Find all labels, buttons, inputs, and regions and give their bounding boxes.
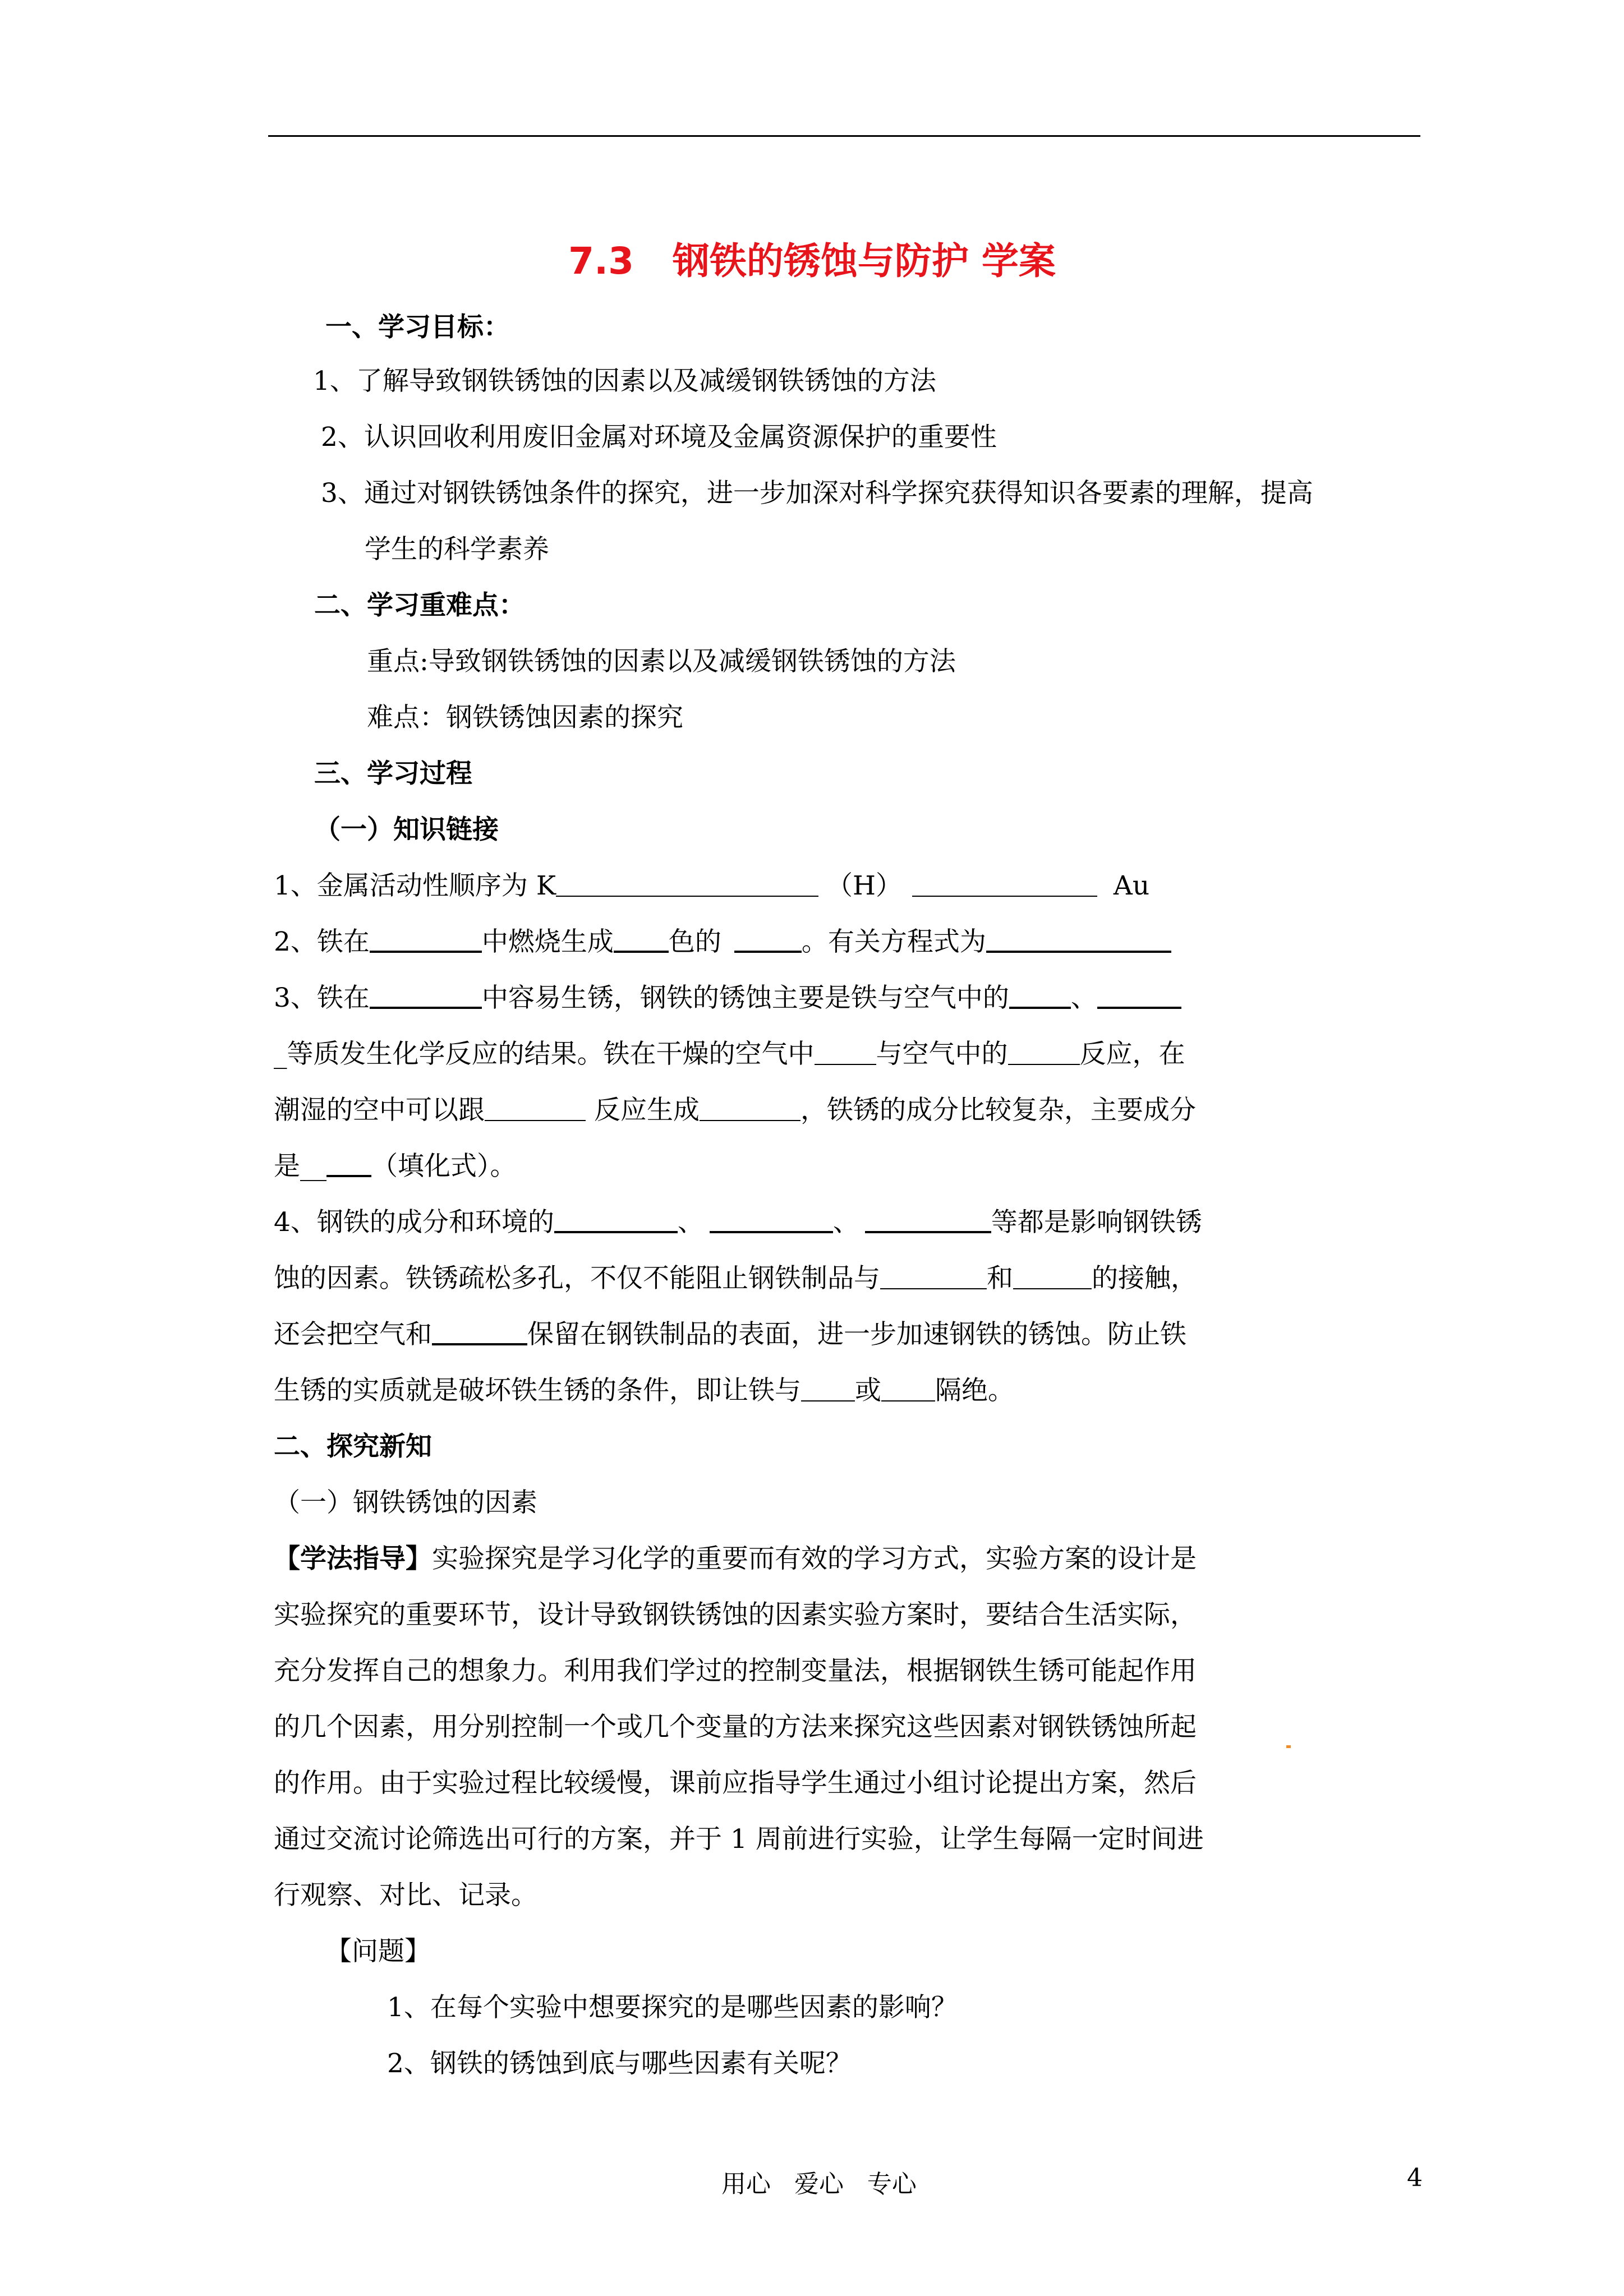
section-objectives-heading: 一、学习目标： — [325, 312, 510, 343]
q4-separator: 、 — [832, 1207, 859, 1238]
blank[interactable] — [986, 925, 1171, 953]
blank[interactable] — [880, 1262, 987, 1289]
q4-text: 保留在钢铁制品的表面，进一步加速钢铁的锈蚀。防止铁 — [527, 1319, 1186, 1350]
blank[interactable] — [1008, 1038, 1080, 1065]
blank[interactable] — [485, 1094, 586, 1121]
q4-text: 的接触， — [1092, 1263, 1197, 1294]
blank[interactable] — [370, 925, 482, 953]
study-guide-line: 的作用。由于实验过程比较缓慢，课前应指导学生通过小组讨论提出方案，然后 — [274, 1768, 1197, 1799]
document-title: 7.3 钢铁的锈蚀与防护 学案 — [568, 239, 1056, 283]
blank[interactable] — [1009, 981, 1071, 1009]
study-guide-line-1 — [274, 1539, 1197, 1579]
blank[interactable] — [734, 925, 802, 953]
q4-text: 和 — [987, 1263, 1013, 1294]
section-process-heading: 三、学习过程 — [314, 758, 472, 789]
q2-text-a: 2、铁在 — [274, 926, 370, 957]
q3-text: 是__ — [274, 1151, 326, 1182]
key-point: 重点:导致钢铁锈蚀的因素以及减缓钢铁锈蚀的方法 — [367, 646, 956, 677]
study-guide-line: 通过交流讨论筛选出可行的方案，并于 1 周前进行实验，让学生每隔一定时间进 — [274, 1824, 1204, 1855]
question-4-line-4 — [274, 1371, 1014, 1410]
blank[interactable] — [815, 1038, 876, 1065]
study-guide-line: 充分发挥自己的想象力。利用我们学过的控制变量法，根据钢铁生锈可能起作用 — [274, 1656, 1197, 1686]
blank[interactable] — [326, 1149, 371, 1177]
objective-item: 3、通过对钢铁锈蚀条件的探究，进一步加深对科学探究获得知识各要素的理解，提高 — [321, 478, 1313, 509]
blank[interactable] — [1013, 1262, 1092, 1289]
blank[interactable] — [801, 1375, 855, 1401]
knowledge-link-heading: （一）知识链接 — [314, 814, 499, 845]
blank[interactable] — [432, 1317, 527, 1345]
q2-text-c: 色的 — [668, 926, 730, 957]
blank[interactable] — [556, 870, 818, 897]
question-3-line-1 — [274, 979, 1181, 1018]
q3-text: 、 — [1070, 983, 1097, 1013]
section-keypoints-heading: 二、学习重难点： — [314, 590, 525, 621]
question-3-line-4 — [274, 1147, 517, 1186]
blank[interactable] — [370, 981, 482, 1009]
blank[interactable] — [881, 1375, 935, 1401]
blank[interactable] — [912, 870, 1097, 897]
study-guide-label: 【学法指导】 — [274, 1543, 432, 1574]
blank[interactable] — [865, 1205, 991, 1233]
blank[interactable] — [710, 1205, 833, 1233]
question-3-line-3 — [274, 1091, 1196, 1130]
annotation-mark — [1286, 1745, 1291, 1748]
blank[interactable] — [614, 925, 669, 953]
q1-text-c: Au — [1105, 870, 1150, 901]
q4-text: 蚀的因素。铁锈疏松多孔，不仅不能阻止钢铁制品与 — [274, 1263, 880, 1294]
q4-text: 还会把空气和 — [274, 1319, 432, 1350]
study-guide-line: 行观察、对比、记录。 — [274, 1880, 537, 1911]
rust-factors-subheading: （一）钢铁锈蚀的因素 — [274, 1487, 537, 1518]
objective-item: 1、了解导致钢铁锈蚀的因素以及减缓钢铁锈蚀的方法 — [313, 366, 936, 397]
objective-item-continued: 学生的科学素养 — [365, 534, 549, 565]
q3-text: （填化式）。 — [371, 1151, 517, 1182]
q4-text: 等都是影响钢铁锈 — [991, 1207, 1202, 1238]
study-guide-line: 实验探究的重要环节，设计导致钢铁锈蚀的因素实验方案时，要结合生活实际， — [274, 1599, 1197, 1630]
question-4-line-1 — [274, 1203, 1202, 1242]
q4-text: 4、钢铁的成分和环境的 — [274, 1207, 554, 1238]
question-4-line-3 — [274, 1315, 1186, 1354]
explore-question: 1、在每个实验中想要探究的是哪些因素的影响？ — [387, 1992, 958, 2023]
q3-text: 3、铁在 — [274, 983, 370, 1013]
q4-text: 生锈的实质就是破坏铁生锈的条件，即让铁与 — [274, 1375, 801, 1406]
q1-text-b: （H） — [826, 870, 902, 901]
q3-text: _等质发生化学反应的结果。铁在干燥的空气中 — [274, 1039, 815, 1069]
difficult-point: 难点：钢铁锈蚀因素的探究 — [367, 702, 683, 733]
q4-text: 隔绝。 — [935, 1375, 1014, 1406]
objective-item: 2、认识回收利用废旧金属对环境及金属资源保护的重要性 — [321, 422, 997, 453]
study-guide-line: 的几个因素，用分别控制一个或几个变量的方法来探究这些因素对钢铁锈蚀所起 — [274, 1712, 1197, 1742]
q3-text: 与空气中的 — [876, 1039, 1008, 1069]
q3-text: 中容易生锈，钢铁的锈蚀主要是铁与空气中的 — [481, 983, 1009, 1013]
q3-text: ，铁锈的成分比较复杂，主要成分 — [800, 1095, 1196, 1126]
footer-motto: 用心 爱心 专心 — [721, 2170, 917, 2198]
q3-text: 反应，在 — [1079, 1039, 1185, 1069]
study-guide-text: 实验探究是学习化学的重要而有效的学习方式，实验方案的设计是 — [432, 1543, 1197, 1574]
q1-text-a: 1、金属活动性顺序为 K — [274, 870, 556, 901]
q4-text: 或 — [855, 1375, 881, 1406]
q2-text-d: 。有关方程式为 — [801, 926, 986, 957]
q3-text: 潮湿的空中可以跟 — [274, 1095, 485, 1126]
header-rule — [268, 135, 1420, 137]
q2-text-b: 中燃烧生成 — [481, 926, 614, 957]
q4-separator: 、 — [677, 1207, 704, 1238]
question-2 — [274, 923, 1171, 962]
question-3-line-2 — [274, 1035, 1185, 1074]
question-4-line-2 — [274, 1259, 1197, 1298]
q3-text: 反应生成 — [586, 1095, 700, 1126]
question-label: 【问题】 — [325, 1936, 431, 1967]
explore-question: 2、钢铁的锈蚀到底与哪些因素有关呢？ — [387, 2048, 852, 2079]
blank[interactable] — [1097, 981, 1181, 1009]
section-explore-heading: 二、探究新知 — [274, 1431, 432, 1462]
blank[interactable] — [554, 1205, 678, 1233]
question-1 — [274, 866, 1149, 906]
blank[interactable] — [700, 1094, 801, 1121]
page-number: 4 — [1407, 2164, 1423, 2192]
